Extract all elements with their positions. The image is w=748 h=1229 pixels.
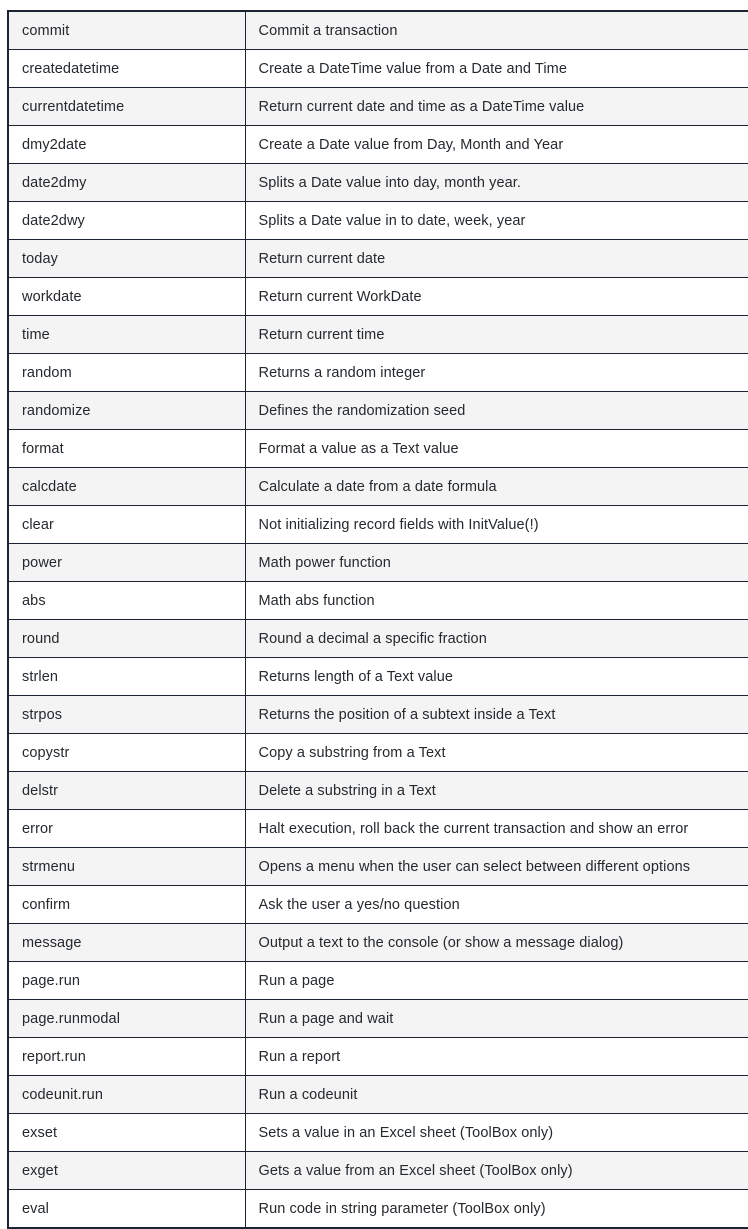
function-description-cell: Format a value as a Text value bbox=[245, 430, 748, 468]
table-row bbox=[8, 11, 748, 50]
table-row bbox=[8, 734, 748, 772]
table-row bbox=[8, 544, 748, 582]
table-row bbox=[8, 392, 748, 430]
table-row bbox=[8, 468, 748, 506]
table-row bbox=[8, 316, 748, 354]
functions-table-body bbox=[8, 11, 748, 1228]
function-name-cell: commit bbox=[8, 11, 245, 50]
table-row bbox=[8, 772, 748, 810]
function-name-cell: abs bbox=[8, 582, 245, 620]
function-name-cell: copystr bbox=[8, 734, 245, 772]
table-row bbox=[8, 1000, 748, 1038]
table-row bbox=[8, 658, 748, 696]
function-description-cell: Returns length of a Text value bbox=[245, 658, 748, 696]
function-description-cell: Halt execution, roll back the current transaction and show an error bbox=[245, 810, 748, 848]
table-row bbox=[8, 696, 748, 734]
function-description-cell: Run code in string parameter (ToolBox only) bbox=[245, 1190, 748, 1229]
table-row bbox=[8, 1190, 748, 1229]
function-name-cell: delstr bbox=[8, 772, 245, 810]
function-description-cell: Sets a value in an Excel sheet (ToolBox only) bbox=[245, 1114, 748, 1152]
function-description-cell: Commit a transaction bbox=[245, 11, 748, 50]
function-description-cell: Create a Date value from Day, Month and Year bbox=[245, 126, 748, 164]
function-name-cell: page.run bbox=[8, 962, 245, 1000]
table-row bbox=[8, 240, 748, 278]
function-description-cell: Create a DateTime value from a Date and Time bbox=[245, 50, 748, 88]
function-name-cell: strlen bbox=[8, 658, 245, 696]
function-description-cell: Splits a Date value into day, month year. bbox=[245, 164, 748, 202]
function-description-cell: Run a report bbox=[245, 1038, 748, 1076]
table-row bbox=[8, 278, 748, 316]
function-name-cell: workdate bbox=[8, 278, 245, 316]
function-name-cell: clear bbox=[8, 506, 245, 544]
function-description-cell: Return current date and time as a DateTime value bbox=[245, 88, 748, 126]
function-description-cell: Opens a menu when the user can select between different options bbox=[245, 848, 748, 886]
function-description-cell: Math abs function bbox=[245, 582, 748, 620]
function-description-cell: Defines the randomization seed bbox=[245, 392, 748, 430]
function-description-cell: Splits a Date value in to date, week, year bbox=[245, 202, 748, 240]
function-name-cell: random bbox=[8, 354, 245, 392]
function-description-cell: Return current time bbox=[245, 316, 748, 354]
function-description-cell: Output a text to the console (or show a message dialog) bbox=[245, 924, 748, 962]
function-name-cell: round bbox=[8, 620, 245, 658]
table-row bbox=[8, 202, 748, 240]
function-name-cell: strpos bbox=[8, 696, 245, 734]
table-row bbox=[8, 810, 748, 848]
function-name-cell: date2dwy bbox=[8, 202, 245, 240]
function-description-cell: Not initializing record fields with InitValue(!) bbox=[245, 506, 748, 544]
function-description-cell: Math power function bbox=[245, 544, 748, 582]
function-description-cell: Run a page bbox=[245, 962, 748, 1000]
table-row bbox=[8, 1076, 748, 1114]
function-name-cell: strmenu bbox=[8, 848, 245, 886]
function-name-cell: page.runmodal bbox=[8, 1000, 245, 1038]
table-row bbox=[8, 50, 748, 88]
function-name-cell: today bbox=[8, 240, 245, 278]
function-description-cell: Delete a substring in a Text bbox=[245, 772, 748, 810]
function-name-cell: eval bbox=[8, 1190, 245, 1229]
function-description-cell: Gets a value from an Excel sheet (ToolBox only) bbox=[245, 1152, 748, 1190]
function-name-cell: power bbox=[8, 544, 245, 582]
function-name-cell: message bbox=[8, 924, 245, 962]
table-row bbox=[8, 1114, 748, 1152]
function-name-cell: calcdate bbox=[8, 468, 245, 506]
function-name-cell: time bbox=[8, 316, 245, 354]
function-description-cell: Run a page and wait bbox=[245, 1000, 748, 1038]
table-row bbox=[8, 88, 748, 126]
function-name-cell: dmy2date bbox=[8, 126, 245, 164]
function-name-cell: exset bbox=[8, 1114, 245, 1152]
function-name-cell: date2dmy bbox=[8, 164, 245, 202]
function-name-cell: currentdatetime bbox=[8, 88, 245, 126]
function-description-cell: Return current WorkDate bbox=[245, 278, 748, 316]
table-row bbox=[8, 164, 748, 202]
function-name-cell: codeunit.run bbox=[8, 1076, 245, 1114]
function-name-cell: randomize bbox=[8, 392, 245, 430]
function-name-cell: error bbox=[8, 810, 245, 848]
function-description-cell: Copy a substring from a Text bbox=[245, 734, 748, 772]
table-row bbox=[8, 126, 748, 164]
table-row bbox=[8, 582, 748, 620]
table-row bbox=[8, 506, 748, 544]
function-description-cell: Returns a random integer bbox=[245, 354, 748, 392]
function-name-cell: createdatetime bbox=[8, 50, 245, 88]
function-description-cell: Ask the user a yes/no question bbox=[245, 886, 748, 924]
function-description-cell: Return current date bbox=[245, 240, 748, 278]
table-row bbox=[8, 848, 748, 886]
function-description-cell: Calculate a date from a date formula bbox=[245, 468, 748, 506]
table-row bbox=[8, 924, 748, 962]
function-name-cell: report.run bbox=[8, 1038, 245, 1076]
function-description-cell: Returns the position of a subtext inside a Text bbox=[245, 696, 748, 734]
table-row bbox=[8, 620, 748, 658]
function-name-cell: format bbox=[8, 430, 245, 468]
table-row bbox=[8, 1152, 748, 1190]
function-description-cell: Round a decimal a specific fraction bbox=[245, 620, 748, 658]
function-name-cell: exget bbox=[8, 1152, 245, 1190]
functions-table bbox=[7, 10, 748, 1229]
table-row bbox=[8, 886, 748, 924]
function-name-cell: confirm bbox=[8, 886, 245, 924]
table-row bbox=[8, 962, 748, 1000]
function-description-cell: Run a codeunit bbox=[245, 1076, 748, 1114]
table-row bbox=[8, 1038, 748, 1076]
table-row bbox=[8, 430, 748, 468]
table-row bbox=[8, 354, 748, 392]
